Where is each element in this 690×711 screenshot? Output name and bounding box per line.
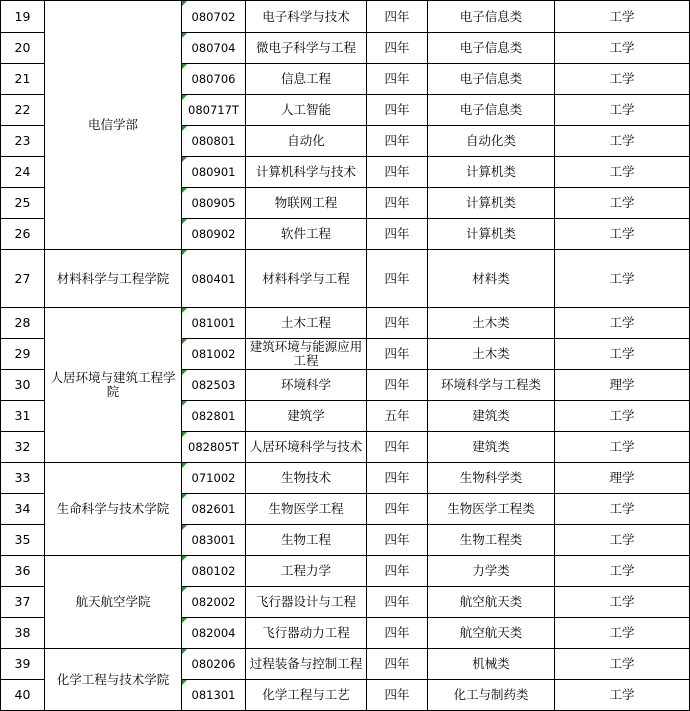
major-code-cell: 080206 [182,649,246,680]
major-name-cell: 微电子科学与工程 [246,33,367,64]
duration-cell: 四年 [367,188,428,219]
duration-cell: 五年 [367,401,428,432]
duration-cell: 四年 [367,525,428,556]
category-cell: 计算机类 [428,219,555,250]
major-name-cell: 过程装备与控制工程 [246,649,367,680]
department-cell: 化学工程与技术学院 [45,649,182,711]
degree-cell: 工学 [555,250,690,308]
major-code-cell: 080901 [182,157,246,188]
degree-cell: 工学 [555,680,690,711]
duration-cell: 四年 [367,1,428,33]
row-number-cell: 40 [1,680,45,711]
degree-cell: 工学 [555,618,690,649]
degree-cell: 工学 [555,556,690,587]
duration-cell: 四年 [367,587,428,618]
row-number-cell: 25 [1,188,45,219]
department-cell: 生命科学与技术学院 [45,463,182,556]
category-cell: 化工与制药类 [428,680,555,711]
duration-cell: 四年 [367,432,428,463]
row-number-cell: 21 [1,64,45,95]
major-name-cell: 人居环境科学与技术 [246,432,367,463]
major-code-cell: 080401 [182,250,246,308]
degree-cell: 工学 [555,401,690,432]
degree-cell: 工学 [555,525,690,556]
degree-cell: 工学 [555,157,690,188]
duration-cell: 四年 [367,370,428,401]
duration-cell: 四年 [367,308,428,339]
row-number-cell: 28 [1,308,45,339]
duration-cell: 四年 [367,219,428,250]
degree-cell: 工学 [555,432,690,463]
major-code-cell: 080704 [182,33,246,64]
major-name-cell: 飞行器设计与工程 [246,587,367,618]
row-number-cell: 26 [1,219,45,250]
category-cell: 航空航天类 [428,618,555,649]
table-row [1,649,690,680]
category-cell: 航空航天类 [428,587,555,618]
row-number-cell: 30 [1,370,45,401]
duration-cell: 四年 [367,33,428,64]
major-name-cell: 材料科学与工程 [246,250,367,308]
table-row [1,1,690,33]
degree-cell: 工学 [555,219,690,250]
category-cell: 材料类 [428,250,555,308]
major-code-cell: 080717T [182,95,246,126]
duration-cell: 四年 [367,556,428,587]
degree-cell: 理学 [555,463,690,494]
degree-cell: 工学 [555,494,690,525]
major-name-cell: 建筑环境与能源应用工程 [246,339,367,370]
table-row [1,308,690,339]
major-code-cell: 080102 [182,556,246,587]
category-cell: 土木类 [428,308,555,339]
row-number-cell: 19 [1,1,45,33]
row-number-cell: 29 [1,339,45,370]
category-cell: 力学类 [428,556,555,587]
row-number-cell: 32 [1,432,45,463]
category-cell: 环境科学与工程类 [428,370,555,401]
category-cell: 计算机类 [428,157,555,188]
major-name-cell: 土木工程 [246,308,367,339]
duration-cell: 四年 [367,64,428,95]
major-name-cell: 化学工程与工艺 [246,680,367,711]
department-cell: 材料科学与工程学院 [45,250,182,308]
table-row [1,556,690,587]
duration-cell: 四年 [367,649,428,680]
major-code-cell: 080706 [182,64,246,95]
major-code-cell: 080801 [182,126,246,157]
row-number-cell: 22 [1,95,45,126]
major-name-cell: 环境科学 [246,370,367,401]
row-number-cell: 38 [1,618,45,649]
major-name-cell: 建筑学 [246,401,367,432]
major-name-cell: 自动化 [246,126,367,157]
table-row [1,250,690,308]
major-code-cell: 082801 [182,401,246,432]
category-cell: 电子信息类 [428,1,555,33]
degree-cell: 工学 [555,64,690,95]
degree-cell: 工学 [555,95,690,126]
degree-cell: 工学 [555,587,690,618]
major-name-cell: 信息工程 [246,64,367,95]
duration-cell: 四年 [367,250,428,308]
major-name-cell: 飞行器动力工程 [246,618,367,649]
category-cell: 电子信息类 [428,64,555,95]
degree-cell: 工学 [555,126,690,157]
row-number-cell: 34 [1,494,45,525]
major-code-cell: 082002 [182,587,246,618]
row-number-cell: 24 [1,157,45,188]
duration-cell: 四年 [367,494,428,525]
row-number-cell: 31 [1,401,45,432]
degree-cell: 工学 [555,339,690,370]
row-number-cell: 27 [1,250,45,308]
row-number-cell: 37 [1,587,45,618]
category-cell: 生物工程类 [428,525,555,556]
category-cell: 生物科学类 [428,463,555,494]
major-code-cell: 082601 [182,494,246,525]
category-cell: 机械类 [428,649,555,680]
department-cell: 电信学部 [45,1,182,250]
degree-cell: 工学 [555,188,690,219]
major-name-cell: 人工智能 [246,95,367,126]
department-cell: 人居环境与建筑工程学院 [45,308,182,463]
major-code-cell: 081301 [182,680,246,711]
duration-cell: 四年 [367,339,428,370]
major-code-cell: 083001 [182,525,246,556]
majors-table-body [1,1,690,711]
major-name-cell: 生物工程 [246,525,367,556]
major-code-cell: 082805T [182,432,246,463]
major-name-cell: 软件工程 [246,219,367,250]
degree-cell: 工学 [555,1,690,33]
category-cell: 电子信息类 [428,95,555,126]
degree-cell: 工学 [555,308,690,339]
category-cell: 自动化类 [428,126,555,157]
major-name-cell: 计算机科学与技术 [246,157,367,188]
major-name-cell: 生物医学工程 [246,494,367,525]
degree-cell: 工学 [555,33,690,64]
table-row [1,463,690,494]
major-name-cell: 工程力学 [246,556,367,587]
category-cell: 电子信息类 [428,33,555,64]
duration-cell: 四年 [367,463,428,494]
major-code-cell: 080905 [182,188,246,219]
major-name-cell: 生物技术 [246,463,367,494]
degree-cell: 工学 [555,649,690,680]
major-code-cell: 082503 [182,370,246,401]
row-number-cell: 36 [1,556,45,587]
major-name-cell: 物联网工程 [246,188,367,219]
major-code-cell: 071002 [182,463,246,494]
row-number-cell: 23 [1,126,45,157]
duration-cell: 四年 [367,680,428,711]
row-number-cell: 33 [1,463,45,494]
duration-cell: 四年 [367,618,428,649]
major-code-cell: 081001 [182,308,246,339]
category-cell: 建筑类 [428,401,555,432]
duration-cell: 四年 [367,126,428,157]
row-number-cell: 39 [1,649,45,680]
department-cell: 航天航空学院 [45,556,182,649]
row-number-cell: 35 [1,525,45,556]
category-cell: 土木类 [428,339,555,370]
duration-cell: 四年 [367,95,428,126]
major-code-cell: 081002 [182,339,246,370]
category-cell: 建筑类 [428,432,555,463]
duration-cell: 四年 [367,157,428,188]
major-code-cell: 080902 [182,219,246,250]
row-number-cell: 20 [1,33,45,64]
category-cell: 计算机类 [428,188,555,219]
major-code-cell: 082004 [182,618,246,649]
major-code-cell: 080702 [182,1,246,33]
category-cell: 生物医学工程类 [428,494,555,525]
degree-cell: 理学 [555,370,690,401]
major-name-cell: 电子科学与技术 [246,1,367,33]
